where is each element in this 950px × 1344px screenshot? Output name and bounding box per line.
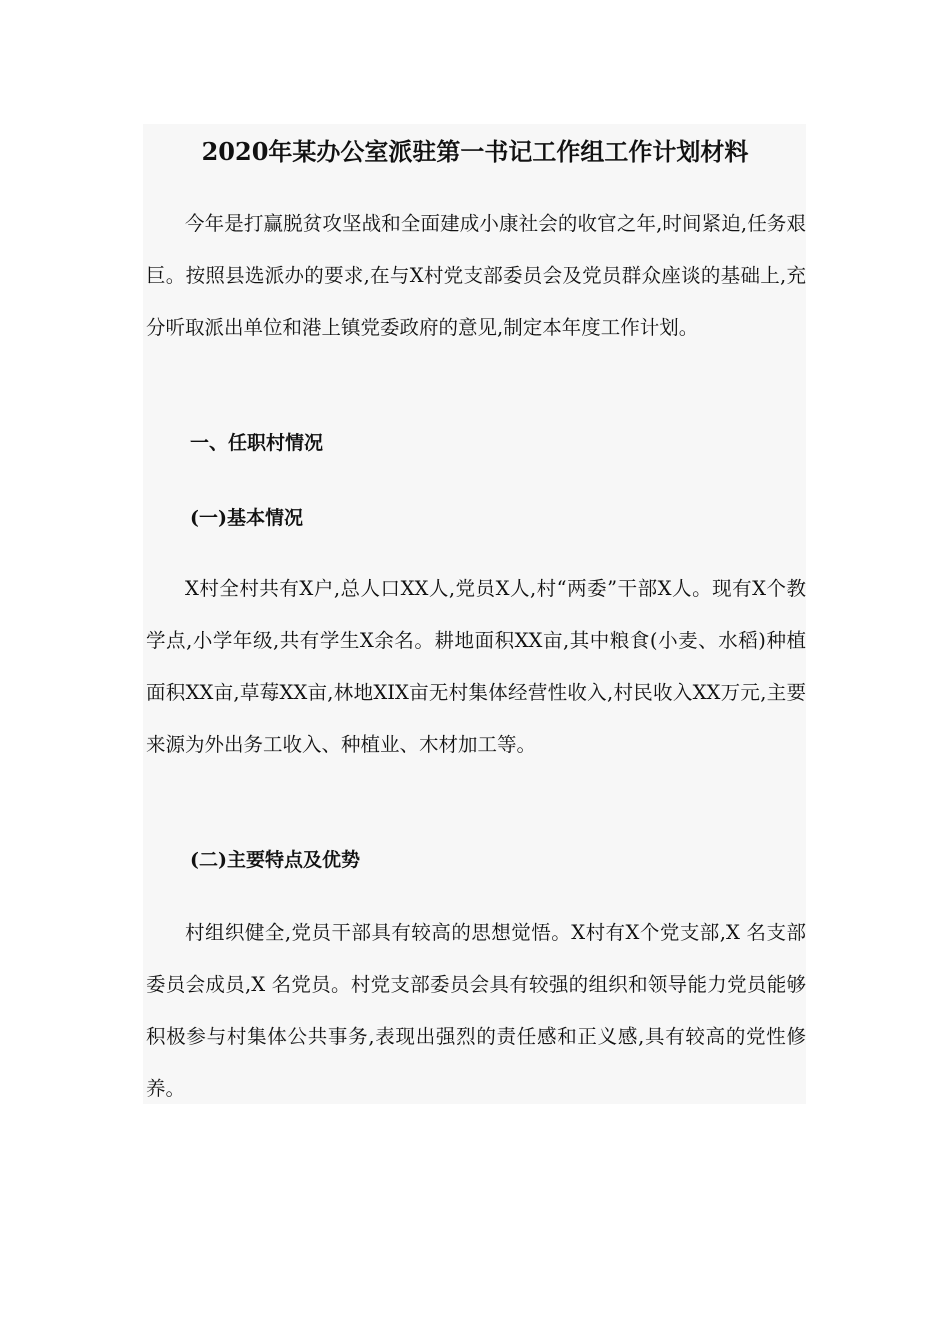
intro-paragraph: 今年是打赢脱贫攻坚战和全面建成小康社会的收官之年,时间紧迫,任务艰巨。按照县选派办的要求,在与X村党支部委员会及党员群众座谈的基础上,充分听取派出单位和港上镇党委政府的意见,制定本年度工作计划。: [146, 212, 806, 339]
features-paragraph: 村组织健全,党员干部具有较高的思想觉悟。X村有X个党支部,X 名支部委员会成员,X 名党员。村党支部委员会具有较强的组织和领导能力党员能够积极参与村集体公共事务,表现出强烈的责任感和正义感,具有较高的党性修养。: [146, 921, 806, 1100]
subsection-heading-features-advantages: (二)主要特点及优势: [190, 849, 360, 871]
document-title: 2020年某办公室派驻第一书记工作组工作计划材料: [201, 137, 749, 166]
section-heading-village-situation: 一、任职村情况: [190, 432, 324, 454]
subsection-heading-basic-situation: (一)基本情况: [190, 507, 303, 529]
basic-situation-paragraph: X村全村共有X户,总人口XX人,党员X人,村“两委”干部X人。现有X个教学点,小学年级,共有学生X余名。耕地面积XX亩,其中粮食(小麦、水稻)种植面积XX亩,草莓XX亩,林地XIX亩无村集体经营性收入,村民收入XX万元,主要来源为外出务工收入、种植业、木材加工等。: [146, 577, 806, 756]
